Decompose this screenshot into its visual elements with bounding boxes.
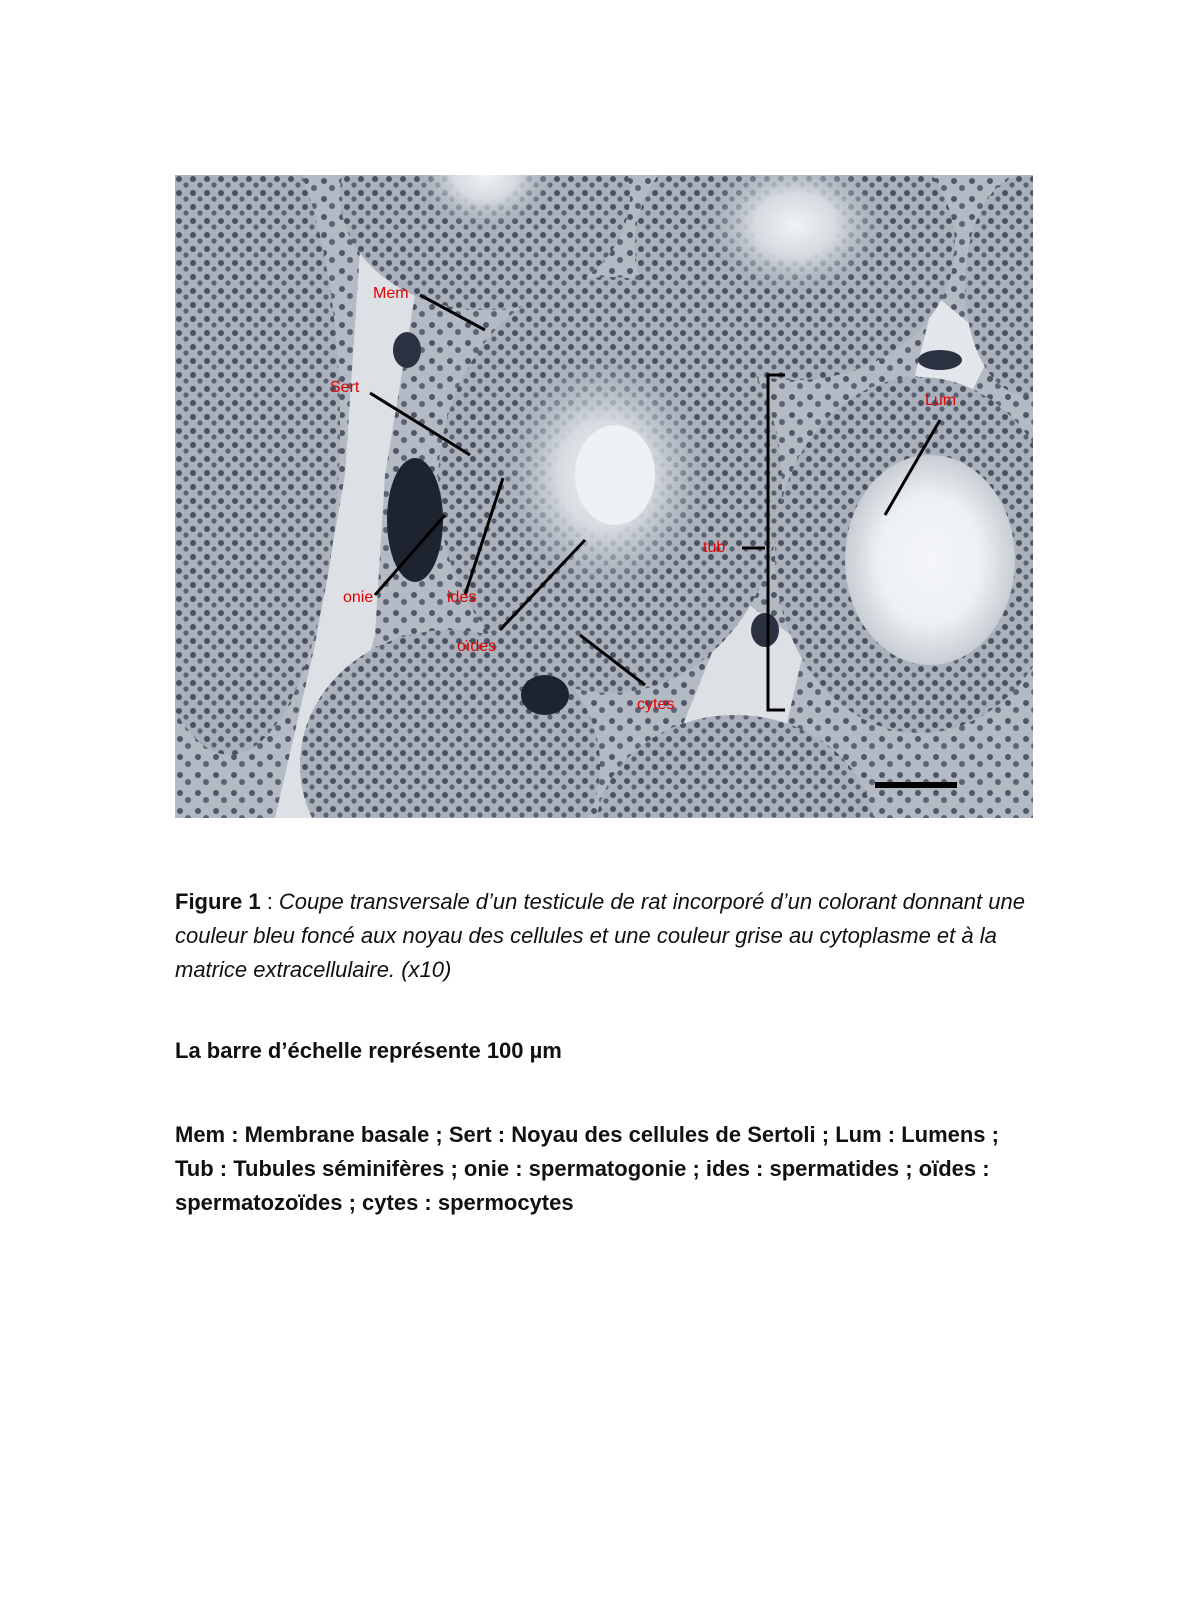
label-mem: Mem xyxy=(373,285,409,302)
label-tub: tub xyxy=(703,539,726,556)
figure-caption xyxy=(175,885,1055,987)
label-onie: onie xyxy=(343,589,374,606)
label-sert: Sert xyxy=(330,379,360,396)
abbreviation-legend: Mem : Membrane basale ; Sert : Noyau des cellules de Sertoli ; Lum : Lumens ; Tub : Tubules séminifères ; onie : spermatogonie ; ides : spermatides ; oïdes : spermatozoïdes ; cytes : spermocytes xyxy=(175,1122,999,1215)
micrograph-image xyxy=(175,175,1033,818)
label-cytes: cytes xyxy=(637,696,675,713)
figure-label: Figure 1 xyxy=(175,889,261,914)
scale-bar xyxy=(875,782,957,788)
label-ides: ides xyxy=(447,589,477,606)
lumen xyxy=(845,455,1015,665)
label-oides: oïdes xyxy=(457,638,497,655)
label-lum: Lum xyxy=(925,392,957,409)
caption-separator: : xyxy=(260,889,279,914)
caption-text: Coupe transversale d’un testicule de rat incorporé d’un colorant donnant une couleur bleu foncé aux noyau des cellules et une couleur grise au cytoplasme et à la matrice extracellulaire. (x10) xyxy=(175,889,1025,982)
dark-vessel xyxy=(387,458,443,582)
histology-svg xyxy=(175,175,1033,818)
scale-description: La barre d’échelle représente 100 µm xyxy=(175,1038,562,1063)
